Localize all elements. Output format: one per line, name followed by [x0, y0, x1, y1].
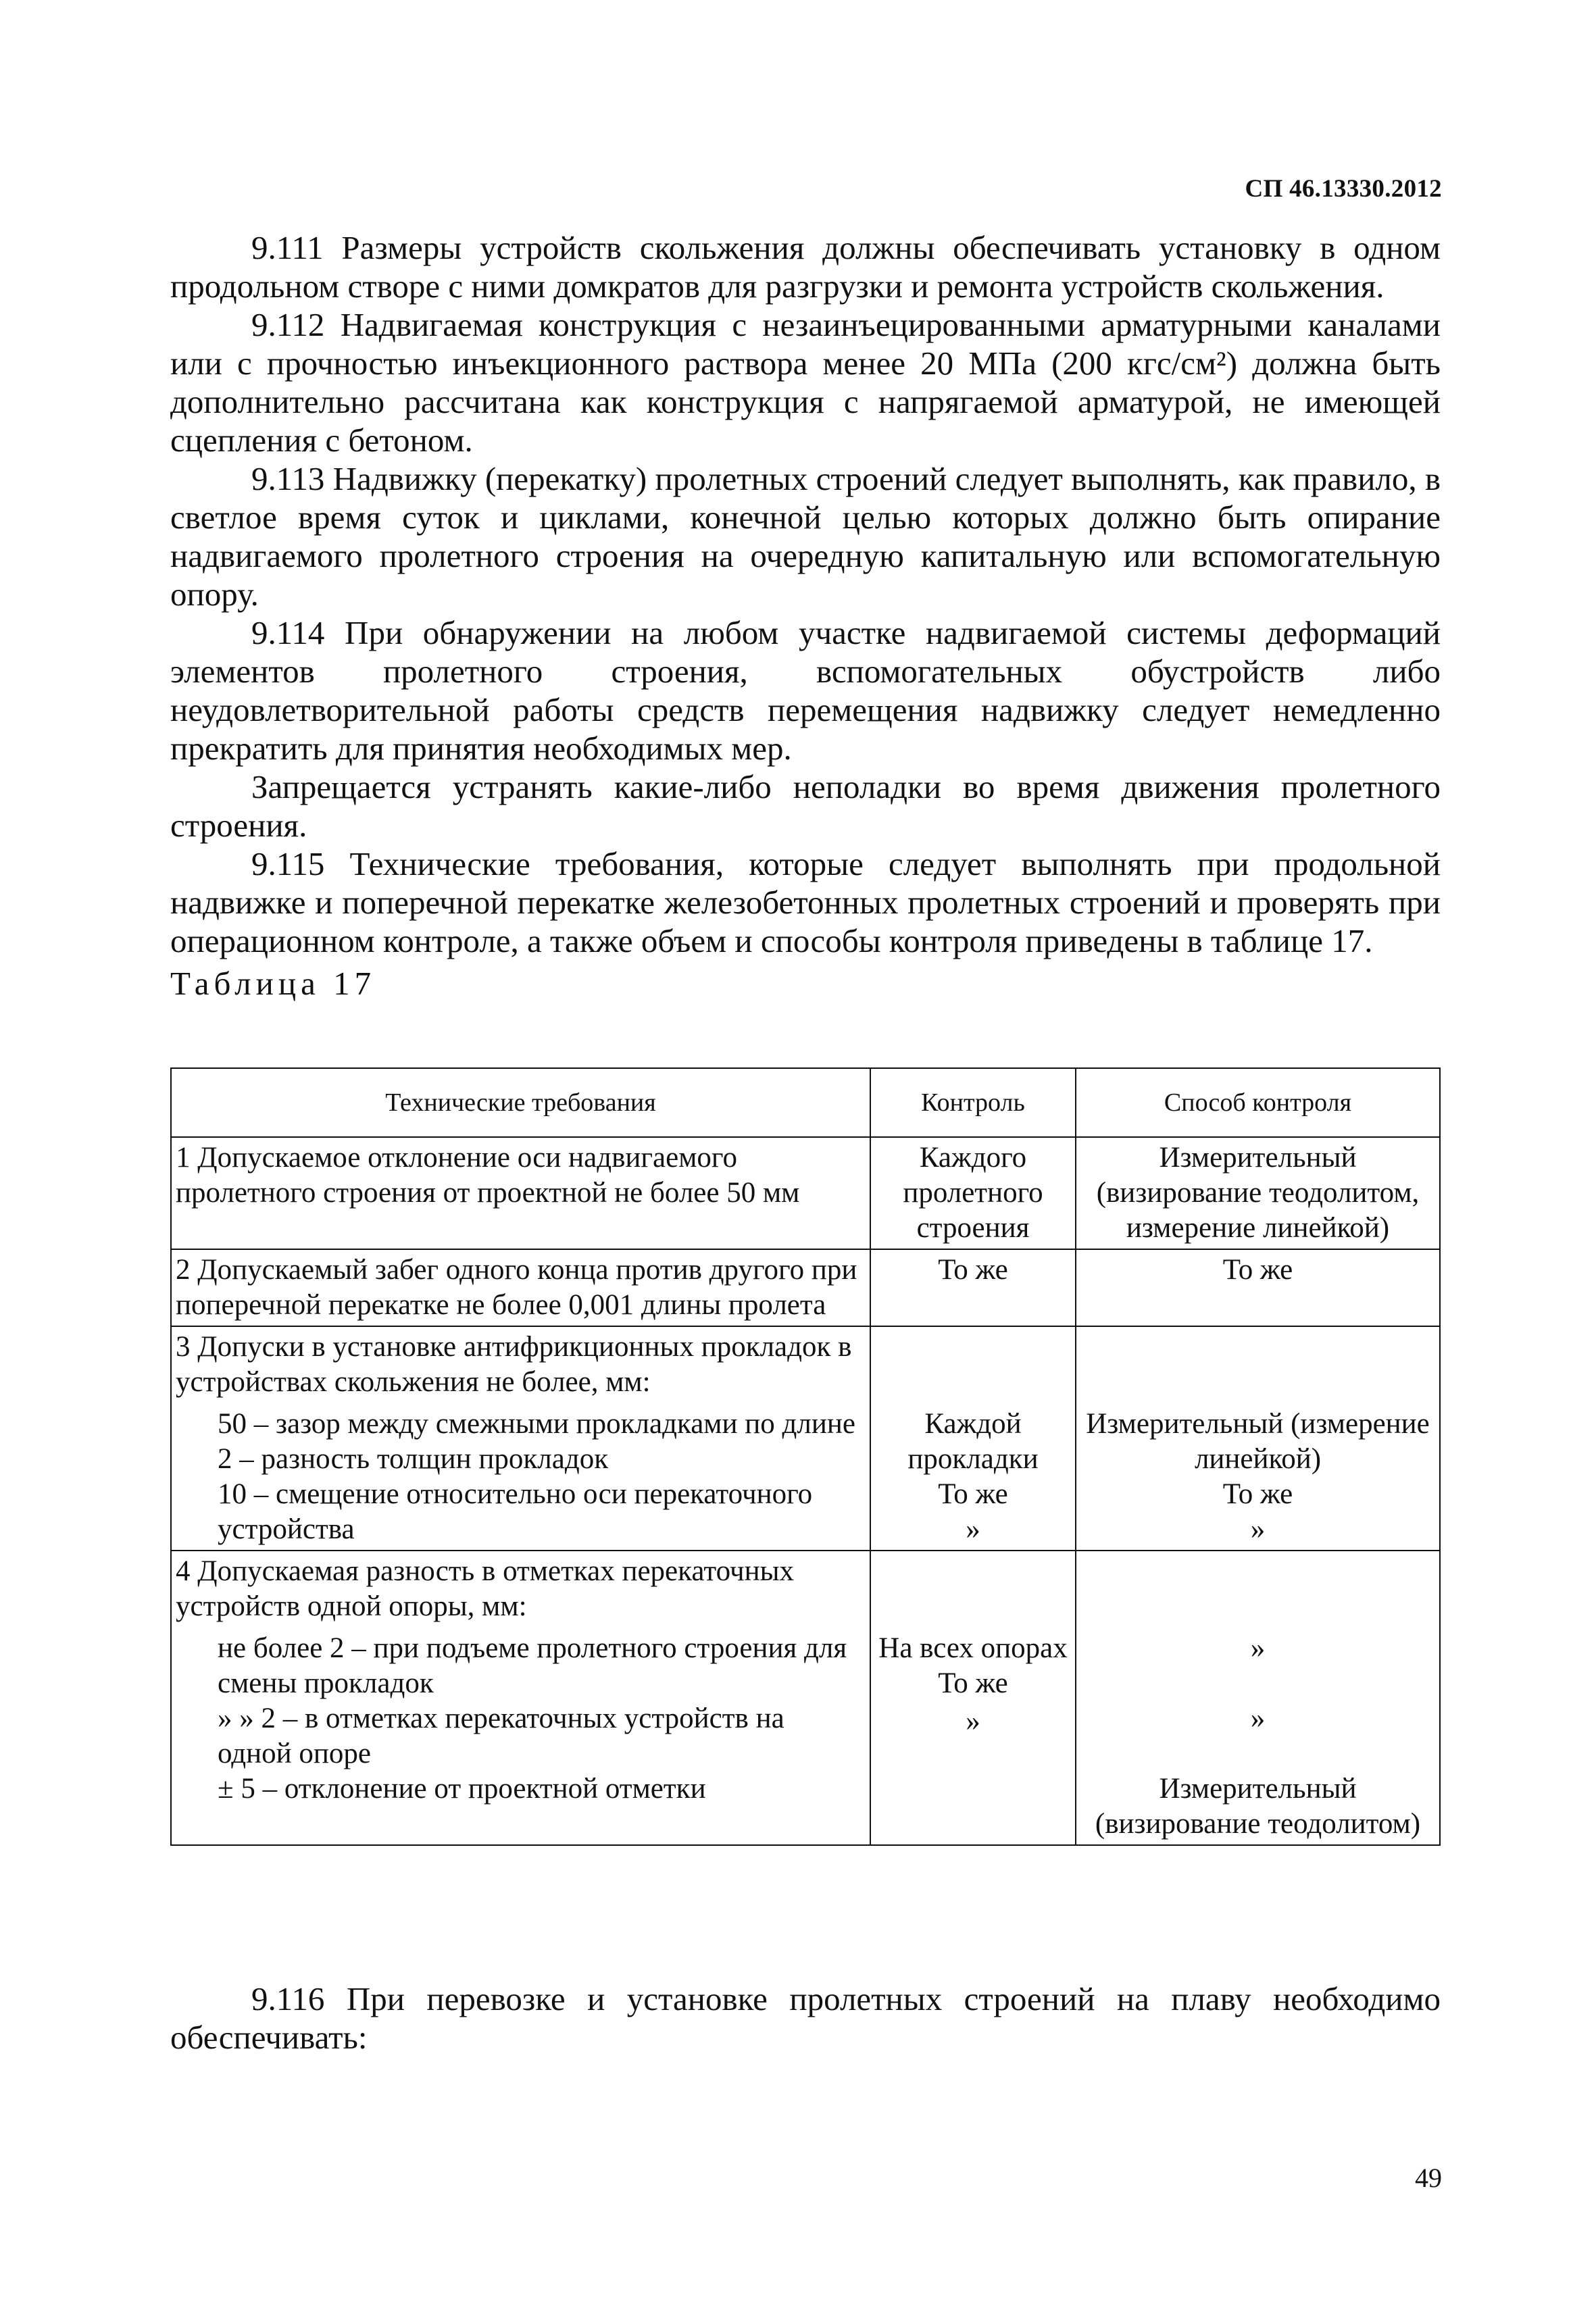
paragraph-9-112: 9.112 Надвигаемая конструкция с незаинъецированными арматурными каналами или с прочностью инъекционного раствора менее 20 МПа (200 кгс/см²) должна быть дополнительно рассчитана как конструкция с напрягаемой арматурой, не имеющей сцепления с бетоном.: [170, 306, 1441, 459]
row2-method: То же: [1076, 1249, 1440, 1326]
paragraph-prohibition: Запрещается устранять какие-либо неполадки во время движения пролетного строения.: [170, 768, 1441, 844]
paragraph-9-114: 9.114 При обнаружении на любом участке надвигаемой системы деформаций элементов пролетного строения, вспомогательных обустройств либо неудовлетворительной работы средств перемещения надвижку следует немедленно прекратить для принятия необходимых мер.: [170, 614, 1441, 767]
table-row: [171, 1326, 1440, 1551]
row4-method: [1076, 1551, 1440, 1845]
table-row: [171, 1249, 1440, 1326]
paragraph-9-116: 9.116 При перевозке и установке пролетных строений на плаву необходимо обеспечивать:: [170, 1980, 1441, 2056]
paragraph-9-113: 9.113 Надвижку (перекатку) пролетных строений следует выполнять, как правило, в светлое время суток и циклами, конечной целью которых должно быть опирание надвигаемого пролетного строения на очередную капитальную или вспомогательную опору.: [170, 460, 1441, 613]
header-requirements: Технические требования: [171, 1068, 870, 1137]
row4-sub3-control: »: [966, 1705, 980, 1737]
row4-control: [870, 1551, 1076, 1845]
row3-method: [1076, 1326, 1440, 1551]
row4-sub3-method: Измерительный (визирование теодолитом): [1095, 1773, 1421, 1840]
row3-sub3-method: »: [1250, 1513, 1266, 1545]
paragraph-9-111: 9.111 Размеры устройств скольжения должны обеспечивать установку в одном продольном створе с ними домкратов для разгрузки и ремонта устройств скольжения.: [170, 229, 1441, 305]
table-row: [171, 1137, 1440, 1249]
requirements-table: [170, 1067, 1441, 1846]
row4-sub3: ± 5 – отклонение от проектной отметки: [218, 1773, 706, 1805]
row3-sub1-method: Измерительный (измерение линейкой): [1086, 1408, 1430, 1475]
page-number: 49: [1415, 2163, 1442, 2193]
row1-control: Каждого пролетного строения: [870, 1137, 1076, 1249]
main-text: [170, 228, 1441, 1003]
row2-requirement: 2 Допускаемый забег одного конца против другого при поперечной перекатке не более 0,001 длины пролета: [171, 1249, 870, 1326]
row3-sub1: 50 – зазор между смежными прокладками по длине: [218, 1408, 855, 1440]
row3-control: [870, 1326, 1076, 1551]
paragraph-9-115: 9.115 Технические требования, которые следует выполнять при продольной надвижке и поперечной перекатке железобетонных пролетных строений и проверять при операционном контроле, а также объем и способы контроля приведены в таблице 17.: [170, 845, 1441, 959]
row3-heading: 3 Допуски в установке антифрикционных прокладок в устройствах скольжения не более, мм:: [176, 1331, 852, 1398]
row4-sub1-method: »: [1250, 1632, 1266, 1664]
row3-sub1-control: Каждой прокладки: [907, 1408, 1039, 1475]
row4-requirement: [171, 1551, 870, 1845]
row4-sub2-method: »: [1250, 1703, 1266, 1734]
row1-requirement: 1 Допускаемое отклонение оси надвигаемого пролетного строения от проектной не более 50 мм: [171, 1137, 870, 1249]
row2-control: То же: [870, 1249, 1076, 1326]
table-title: Таблица 17: [170, 965, 376, 1002]
row4-sub2: » » 2 – в отметках перекаточных устройств на одной опоре: [218, 1703, 784, 1769]
row1-method: Измерительный (визирование теодолитом, измерение линейкой): [1076, 1137, 1440, 1249]
row3-sub3: 10 – смещение относительно оси перекаточного устройства: [218, 1478, 813, 1545]
row3-sub2-control: То же: [938, 1478, 1008, 1510]
table-header-row: [171, 1068, 1440, 1137]
row3-sub2: 2 – разность толщин прокладок: [218, 1443, 609, 1475]
row4-sub1: не более 2 – при подъеме пролетного строения для смены прокладок: [218, 1632, 847, 1699]
row3-sub2-method: То же: [1222, 1478, 1293, 1510]
row3-sub3-control: »: [966, 1513, 980, 1545]
header-control: Контроль: [870, 1068, 1076, 1137]
row4-sub2-control: То же: [938, 1667, 1008, 1699]
header-method: Способ контроля: [1076, 1068, 1440, 1137]
row4-sub1-control: На всех опорах: [878, 1632, 1068, 1664]
table-row: [171, 1551, 1440, 1845]
document-code: СП 46.13330.2012: [1245, 175, 1442, 203]
row4-heading: 4 Допускаемая разность в отметках перекаточных устройств одной опоры, мм:: [176, 1555, 794, 1622]
row3-requirement: [171, 1326, 870, 1551]
